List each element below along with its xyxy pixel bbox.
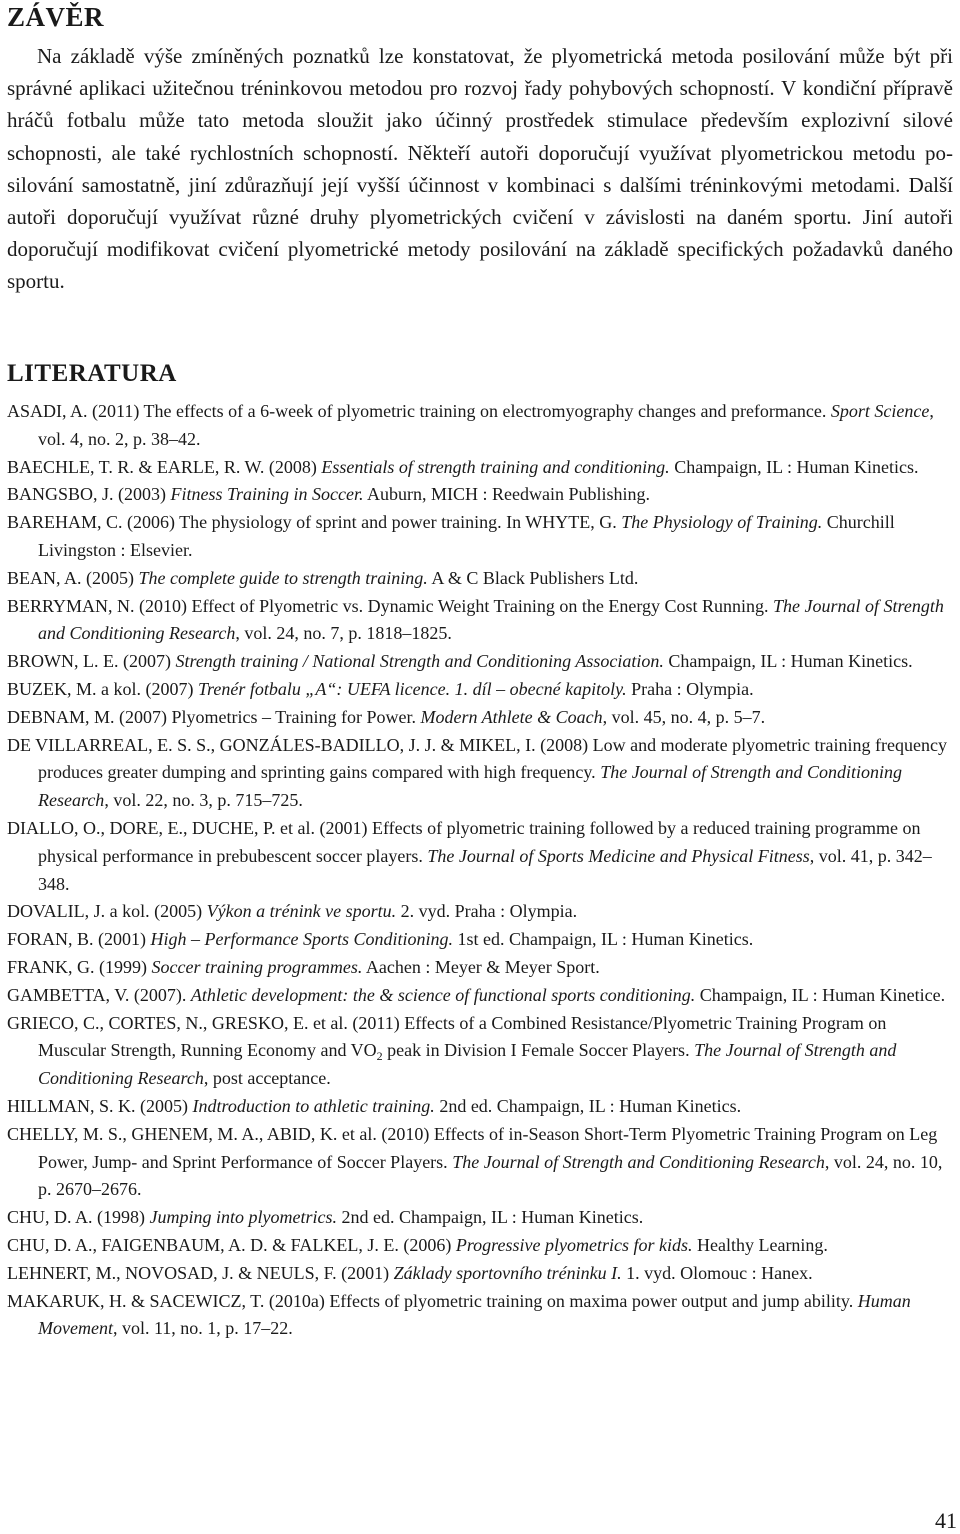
reference-text: DE VILLARREAL, E. S. S., GONZÁLES-BADILLO, J. J. & MIKEL, I. (2008) Low and moderate plyometric training frequency produces greater dumping and sprinting gains compared with high frequency. xyxy=(7,734,947,783)
reference-details: , vol. 45, no. 4, p. 5–7. xyxy=(602,706,766,727)
reference-text: ASADI, A. (2011) The effects of a 6-week of plyometric training on electromyography changes and preformance. xyxy=(7,401,831,421)
reference-text: CHU, D. A., FAIGENBAUM, A. D. & FALKEL, J. E. (2006) xyxy=(7,1234,456,1255)
reference-source-title: The Physiology of Training. xyxy=(621,512,823,533)
reference-item xyxy=(7,732,957,815)
reference-source-title: The complete guide to strength training. xyxy=(138,567,428,588)
reference-details: , vol. 11, no. 1, p. 17–22. xyxy=(112,1318,293,1339)
reference-details: 2nd ed. Champaign, IL : Human Kinetics. xyxy=(434,1095,742,1116)
reference-item xyxy=(7,1010,957,1093)
reference-details: Churchill Livingston : Elsevier. xyxy=(38,512,895,560)
reference-item xyxy=(7,648,957,676)
reference-item xyxy=(7,982,957,1010)
reference-details: , vol. 4, no. 2, p. 38–42. xyxy=(38,401,934,449)
reference-text: BAREHAM, C. (2006) The physiology of sprint and power training. In WHYTE, G. xyxy=(7,512,622,533)
reference-text: GAMBETTA, V. (2007). xyxy=(7,984,191,1005)
reference-item xyxy=(7,1204,957,1232)
reference-source-title: Trenér fotbalu „A“: UEFA licence. 1. díl – obecné kapitoly. xyxy=(197,678,627,699)
reference-details: 2. vyd. Praha : Olympia. xyxy=(396,901,578,922)
conclusion-paragraph: Na základě výše zmíněných poznatků lze konstatovat, že plyometrická metoda posilování může být při správné aplikaci užitečnou tréninkovou metodou pro rozvoj řady pohybových schopností. V kondiční přípravě hráčů fotbalu může tato metoda sloužit jako účinný prostředek stimulace především explozivní silové schopnosti, ale také rychlostních schopností. Někteří autoři doporučují využívat plyometrickou metodu posilování samostatně, jiní zdůrazňují její vyšší účinnost v kombinaci s dalšími tréninkovými metodami. Další autoři doporučují využívat různé druhy plyometrických cvičení v závislosti na daném sportu. Jiní autoři doporučují modifikovat cvičení plyometrické metody posilování na základě specifických požadavků daného sportu. xyxy=(7,44,953,294)
reference-details: Praha : Olympia. xyxy=(626,678,754,699)
reference-source-title: Základy sportovního tréninku I. xyxy=(393,1262,622,1283)
reference-text: DIALLO, O., DORE, E., DUCHE, P. et al. (2001) Effects of plyometric training followed by a reduced training programme on physical performance in prebubescent soccer players. xyxy=(7,817,921,866)
reference-source-title: Soccer training programmes. xyxy=(151,956,363,977)
reference-text: BROWN, L. E. (2007) xyxy=(7,651,176,672)
reference-source-title: The Journal of Sports Medicine and Physical Fitness xyxy=(427,845,810,866)
reference-source-title: Essentials of strength training and conditioning. xyxy=(321,456,670,477)
reference-text: DOVALIL, J. a kol. (2005) xyxy=(7,901,207,922)
reference-details: 1st ed. Champaign, IL : Human Kinetics. xyxy=(453,929,754,950)
reference-source-title: Athletic development: the & science of functional sports conditioning. xyxy=(190,984,696,1005)
reference-details: , vol. 24, no. 7, p. 1818–1825. xyxy=(235,623,452,644)
literature-heading: LITERATURA xyxy=(7,360,177,387)
reference-item xyxy=(7,1093,957,1121)
reference-details: , vol. 24, no. 10, p. 2670–2676. xyxy=(38,1151,943,1200)
reference-source-title: Progressive plyometrics for kids. xyxy=(455,1234,693,1255)
reference-details: , vol. 41, p. 342–348. xyxy=(38,845,932,894)
page-number: 41 xyxy=(935,1508,957,1533)
reference-item xyxy=(7,509,957,565)
reference-item xyxy=(7,704,957,732)
reference-text: BERRYMAN, N. (2010) Effect of Plyometric vs. Dynamic Weight Training on the Energy Cost Running. xyxy=(7,595,774,616)
reference-details: Champaign, IL : Human Kinetics. xyxy=(663,651,913,672)
reference-text: LEHNERT, M., NOVOSAD, J. & NEULS, F. (2001) xyxy=(7,1262,394,1283)
reference-source-title: The Journal of Strength and Conditioning Research xyxy=(38,595,944,644)
reference-text: HILLMAN, S. K. (2005) xyxy=(7,1095,193,1116)
reference-item xyxy=(7,1260,957,1288)
reference-item xyxy=(7,1121,957,1204)
reference-text: BEAN, A. (2005) xyxy=(7,567,139,588)
reference-item xyxy=(7,481,957,509)
reference-source-title: Indtroduction to athletic training. xyxy=(192,1095,435,1116)
reference-source-title: Modern Athlete & Coach xyxy=(420,706,603,727)
reference-text: FORAN, B. (2001) xyxy=(7,929,151,950)
reference-source-title: Human Movement xyxy=(38,1290,911,1339)
reference-source-title: High – Performance Sports Conditioning. xyxy=(150,929,454,950)
reference-text: CHU, D. A. (1998) xyxy=(7,1207,150,1228)
reference-list xyxy=(7,398,957,1343)
reference-text: FRANK, G. (1999) xyxy=(7,956,152,977)
reference-source-title: Jumping into plyometrics. xyxy=(149,1207,337,1228)
reference-source-title: Strength training / National Strength and Conditioning Association. xyxy=(175,651,664,672)
reference-source-title: The Journal of Strength and Conditioning Research xyxy=(38,1040,897,1089)
reference-text: DEBNAM, M. (2007) Plyometrics – Training for Power. xyxy=(7,706,421,727)
reference-item xyxy=(7,1288,957,1344)
reference-subscript: 2 xyxy=(376,1049,383,1064)
reference-item xyxy=(7,398,957,454)
reference-source-title: Fitness Training in Soccer. xyxy=(170,484,364,505)
reference-text: peak in Division I Female Soccer Players. xyxy=(382,1040,695,1061)
reference-source-title: The Journal of Strength and Conditioning Research xyxy=(452,1151,825,1172)
reference-text: BAECHLE, T. R. & EARLE, R. W. (2008) xyxy=(7,456,322,477)
reference-item xyxy=(7,676,957,704)
reference-item xyxy=(7,1232,957,1260)
reference-text: BUZEK, M. a kol. (2007) xyxy=(7,678,198,699)
reference-details: Healthy Learning. xyxy=(692,1234,828,1255)
reference-details: 2nd ed. Champaign, IL : Human Kinetics. xyxy=(336,1207,644,1228)
reference-item xyxy=(7,926,957,954)
reference-details: 1. vyd. Olomouc : Hanex. xyxy=(621,1262,813,1283)
reference-item xyxy=(7,898,957,926)
reference-details: Aachen : Meyer & Meyer Sport. xyxy=(362,956,600,977)
reference-text: CHELLY, M. S., GHENEM, M. A., ABID, K. et al. (2010) Effects of in-Season Short-Term Plyometric Training Program on Leg Power, Jump- and Sprint Performance of Soccer Players. xyxy=(7,1123,938,1172)
conclusion-heading: ZÁVĚR xyxy=(7,2,105,32)
reference-text: BANGSBO, J. (2003) xyxy=(7,484,171,505)
reference-details: A & C Black Publishers Ltd. xyxy=(427,567,639,588)
reference-item xyxy=(7,454,957,482)
reference-details: , post acceptance. xyxy=(203,1068,331,1089)
reference-details: Champaign, IL : Human Kinetice. xyxy=(695,984,946,1005)
reference-source-title: Výkon a trénink ve sportu. xyxy=(206,901,397,922)
reference-details: , vol. 22, no. 3, p. 715–725. xyxy=(104,790,303,811)
reference-item xyxy=(7,815,957,898)
reference-item xyxy=(7,954,957,982)
reference-details: Auburn, MICH : Reedwain Publishing. xyxy=(363,484,651,505)
reference-text: MAKARUK, H. & SACEWICZ, T. (2010a) Effects of plyometric training on maxima power output and jump ability. xyxy=(7,1290,858,1311)
reference-item xyxy=(7,565,957,593)
reference-source-title: Sport Science xyxy=(830,401,930,421)
reference-text: GRIECO, C., CORTES, N., GRESKO, E. et al. (2011) Effects of a Combined Resistance/Plyometric Training Program on Muscular Strength, Running Economy and VO xyxy=(7,1012,887,1061)
reference-details: Champaign, IL : Human Kinetics. xyxy=(669,456,919,477)
reference-item xyxy=(7,593,957,649)
reference-source-title: The Journal of Strength and Conditioning Research xyxy=(38,762,903,811)
